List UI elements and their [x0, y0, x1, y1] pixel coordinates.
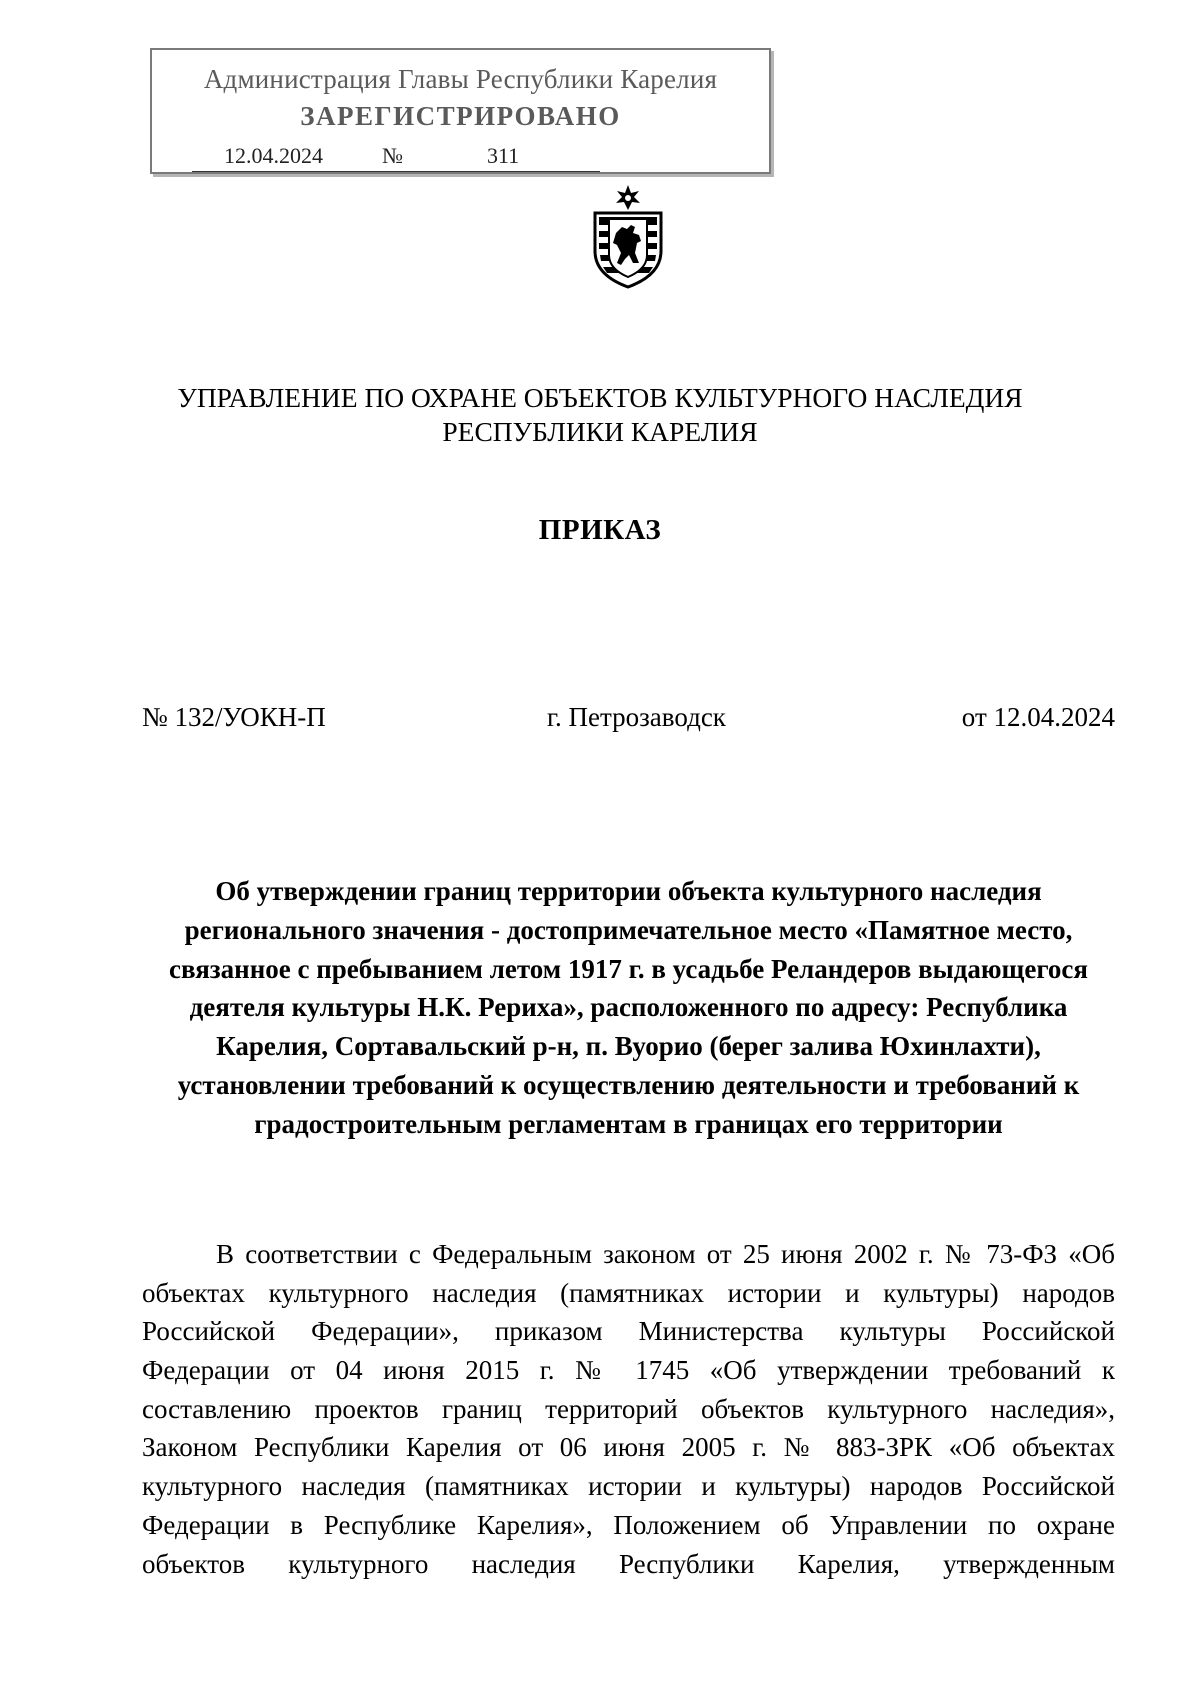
stamp-status: ЗАРЕГИСТРИРОВАНО	[300, 101, 621, 131]
body-line: Федерации в Республике Карелия», Положением об Управлении по охране	[142, 1509, 1115, 1540]
stamp-number-sign: №	[382, 143, 403, 168]
body-line: культурного наследия (памятниках истории и культуры) народов Российской	[142, 1471, 1115, 1502]
subject-line: регионального значения - достопримечательное место «Памятное место,	[184, 914, 1073, 945]
subject-line: деятеля культуры Н.К. Рериха», расположенного по адресу: Республика	[189, 992, 1068, 1023]
body-line: Российской Федерации», приказом Министерства культуры Российской	[142, 1316, 1115, 1347]
document-meta	[142, 702, 1115, 734]
subject-line: установлении требований к осуществлению деятельности и требований к	[177, 1069, 1080, 1100]
stamp-date: 12.04.2024	[224, 143, 323, 168]
subject-line: Карелия, Сортавальский р-н, п. Вуорио (берег залива Юхинлахти),	[216, 1031, 1041, 1062]
stamp-administration: Администрация Главы Республики Карелия	[203, 64, 718, 94]
agency-name	[0, 381, 1200, 449]
stamp-registration-line	[192, 143, 600, 172]
document-body	[142, 1235, 1115, 1583]
subject-line: Об утверждении границ территории объекта культурного наследия	[215, 876, 1042, 906]
document-number: № 132/УОКН-П	[142, 702, 326, 732]
agency-name-line-1: УПРАВЛЕНИЕ ПО ОХРАНЕ ОБЪЕКТОВ КУЛЬТУРНОГО НАСЛЕДИЯ	[177, 382, 1023, 413]
body-line: объектах культурного наследия (памятниках истории и культуры) народов	[142, 1277, 1115, 1308]
subject-line: градостроительным регламентам в границах его территории	[254, 1108, 1003, 1139]
document-city: г. Петрозаводск	[547, 702, 726, 732]
document-subject	[142, 872, 1115, 1144]
stamp-number: 311	[487, 143, 520, 168]
karelia-coat-of-arms-icon	[589, 183, 667, 289]
body-line: Федерации от 04 июня 2015 г. № 1745 «Об утверждении требований к	[142, 1355, 1115, 1386]
body-line: Законом Республики Карелия от 06 июня 2005 г. № 883-ЗРК «Об объектах	[142, 1432, 1115, 1463]
registration-stamp	[150, 48, 771, 174]
body-line: В соответствии с Федеральным законом от 25 июня 2002 г. № 73-ФЗ «Об	[216, 1239, 1115, 1269]
body-line: составлению проектов границ территорий объектов культурного наследия»,	[142, 1393, 1115, 1424]
document-date: от 12.04.2024	[961, 702, 1115, 732]
body-line: объектов культурного наследия Республики Карелия, утвержденным	[142, 1548, 1115, 1579]
agency-name-line-2: РЕСПУБЛИКИ КАРЕЛИЯ	[442, 416, 758, 447]
document-type: ПРИКАЗ	[538, 514, 662, 546]
subject-line: связанное с пребыванием летом 1917 г. в усадьбе Реландеров выдающегося	[168, 953, 1088, 984]
